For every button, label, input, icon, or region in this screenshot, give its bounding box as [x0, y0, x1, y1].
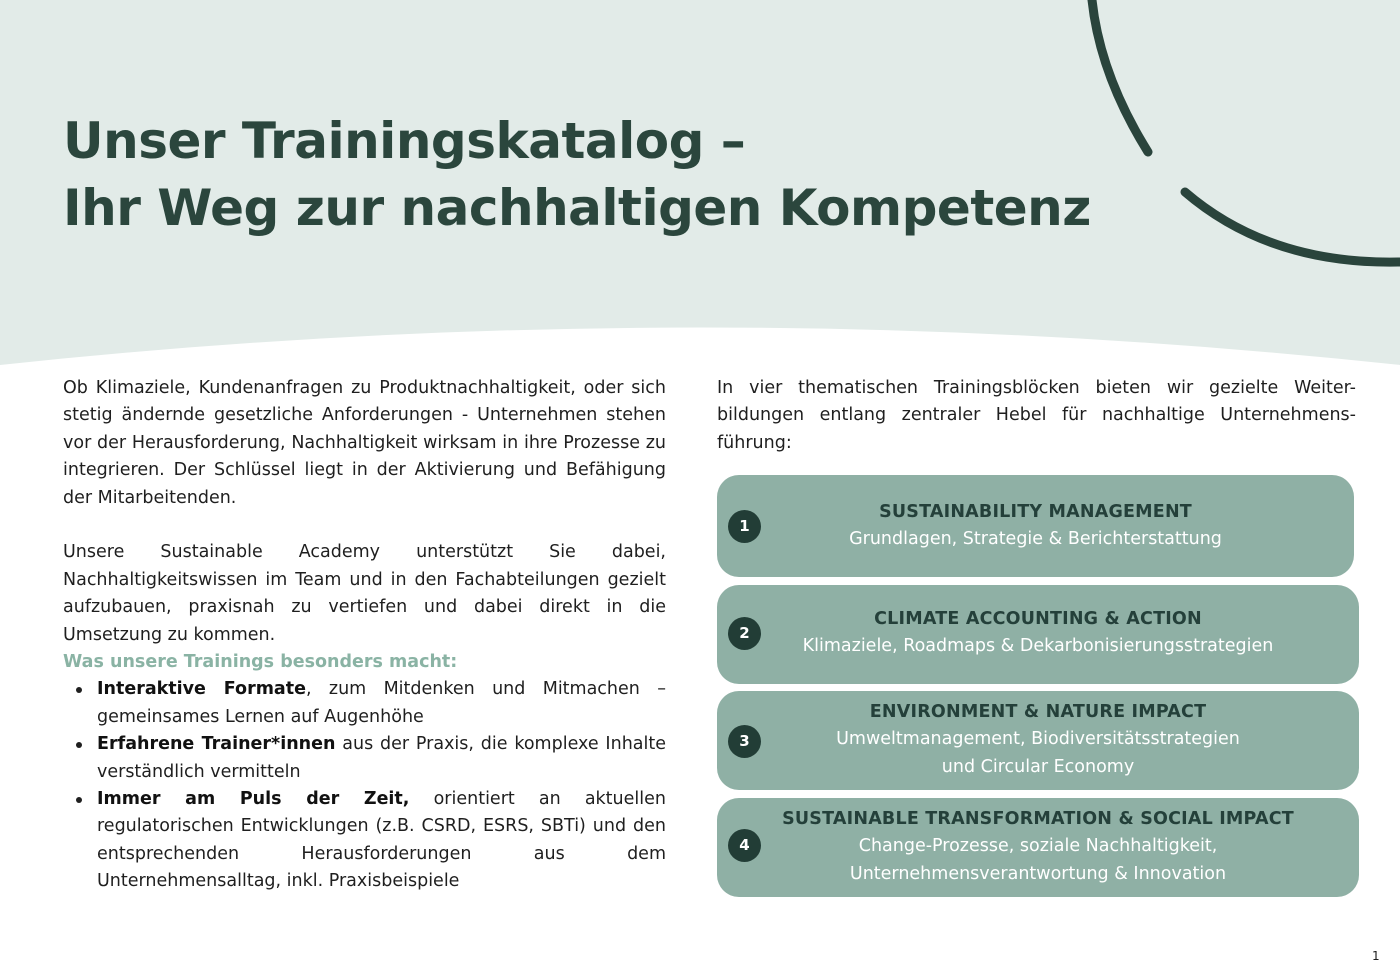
feature-item: [63, 786, 666, 896]
block-subtitle: Klimaziele, Roadmaps & Dekarbonisierungsstrategien: [802, 636, 1274, 657]
block-title: SUSTAINABLE TRANSFORMATION & SOCIAL IMPACT: [782, 809, 1294, 829]
training-block-1: [717, 475, 1354, 577]
features-heading: Was unsere Trainings besonders macht:: [63, 652, 458, 673]
feature-item-text: orientiert an aktuellen regulatorischen Entwicklungen (z.B. CSRD, ESRS, SBTi) und den entsprechenden Herausforderungen aus dem Unternehmensalltag, inkl. Praxisbeispiele: [97, 789, 666, 892]
training-block-4: [717, 798, 1359, 897]
feature-item: [63, 676, 666, 731]
block-subtitle: Umweltmanagement, Biodiversitätsstrategien: [836, 729, 1240, 750]
training-block-3: [717, 691, 1359, 790]
block-subtitle-2: und Circular Economy: [941, 756, 1135, 777]
page-title: [63, 108, 1091, 242]
block-title: SUSTAINABILITY MANAGEMENT: [879, 502, 1192, 522]
block-title: ENVIRONMENT & NATURE IMPACT: [869, 702, 1207, 722]
intro-paragraph-2: Unsere Sustainable Academy unterstützt Sie dabei, Nachhaltigkeitswissen im Team und in den Fachabteilungen gezielt aufzubauen, praxisnah zu vertiefen und dabei direkt in die Umsetzung zu kommen.: [63, 542, 666, 645]
block-number-badge: 4: [728, 829, 761, 862]
features-list: [63, 676, 666, 895]
block-number-badge: 2: [728, 617, 761, 650]
block-subtitle: Change-Prozesse, soziale Nachhaltigkeit,: [858, 836, 1218, 857]
feature-item: [63, 731, 666, 786]
block-subtitle-2: Unternehmensverantwortung & Innovation: [849, 863, 1227, 884]
page-number: 1: [1372, 949, 1380, 963]
intro-paragraph-1: Ob Klimaziele, Kundenanfragen zu Produktnachhaltigkeit, oder sich stetig ändernde gesetzliche Anforderungen - Unternehmen stehen vor der Herausforderung, Nachhaltigkeit wirksam in ihre Prozesse zu integrieren. Der Schlüssel liegt in der Aktivierung und Befähigung der Mitarbeitenden.: [63, 378, 666, 508]
block-title: CLIMATE ACCOUNTING & ACTION: [874, 609, 1202, 629]
blocks-intro: In vier thematischen Trainingsblöcken bieten wir gezielte Weiter-bildungen entlang zentraler Hebel für nachhaltige Unternehmens-führung:: [717, 378, 1356, 453]
feature-item-bold: Immer am Puls der Zeit,: [97, 789, 410, 810]
block-subtitle: Grundlagen, Strategie & Berichterstattung: [849, 529, 1222, 550]
intro-column: [63, 375, 666, 896]
training-block-2: [717, 585, 1359, 684]
block-number-badge: 3: [728, 725, 761, 758]
title-line-1: Unser Trainingskatalog –: [63, 112, 746, 170]
feature-item-bold: Erfahrene Trainer*innen: [97, 734, 336, 755]
title-line-2: Ihr Weg zur nachhaltigen Kompetenz: [63, 179, 1091, 237]
feature-item-text: , zum Mitdenken und Mitmachen – gemeinsames Lernen auf Augenhöhe: [97, 679, 666, 727]
feature-item-bold: Interaktive Formate: [97, 679, 306, 700]
feature-item-text: aus der Praxis, die komplexe Inhalte verständlich vermitteln: [97, 734, 666, 782]
block-number-badge: 1: [728, 510, 761, 543]
